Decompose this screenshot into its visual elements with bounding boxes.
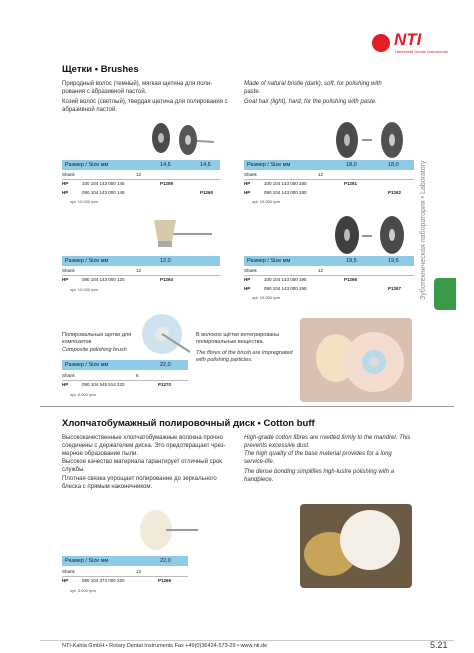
rpm-note: opt. 10.000 rpm — [70, 199, 99, 204]
part-number: P1260 — [200, 190, 214, 195]
shank-row-cotton — [62, 569, 188, 575]
cotton-ru-3: Плотная связка упрощает полирование до зеркального блеска с прямым наконечником. — [62, 476, 217, 490]
article-code: 090 104 143 000 120 — [82, 277, 125, 282]
shank-label: Shank — [244, 268, 257, 273]
table-row — [62, 190, 220, 196]
composite-label-en: Composite polishing brush — [62, 347, 127, 353]
shank-label: Shank — [62, 268, 75, 273]
hp-label: HP — [62, 190, 69, 195]
brushes-en-desc-2: Goat hair (light), hard, for the polishing with paste. — [244, 99, 377, 105]
shank-label: Shank — [244, 172, 257, 177]
hp-label: HP — [244, 190, 251, 195]
shank-code: 12 — [318, 172, 324, 177]
brush-image-4 — [332, 214, 412, 256]
logo-mark-icon — [372, 34, 390, 52]
divider — [244, 275, 414, 276]
brushes-ru-desc-2: Козий волос (светлый), твердая щетина для полирования с абразивной пастой. — [62, 99, 228, 113]
size-value-b: 18,0 — [388, 162, 399, 168]
brush-image-3 — [150, 214, 212, 254]
size-label: Размер / Size мм — [65, 362, 109, 368]
dark-brush-icon — [332, 120, 412, 160]
shank-row-2 — [244, 172, 414, 178]
composite-photo — [300, 318, 412, 402]
cotton-ru-1: Высококачественные хлопчатобумажные волокна прочно соединены с держателем диска. Это предотвращает чрез-мерное образование пыли. — [62, 435, 226, 457]
shank-label: Shank — [62, 373, 75, 378]
cotton-en-2: The high quality of the base material provides for a long service-life. — [244, 451, 392, 465]
cotton-ru-2: Высокое качество материала гарантирует отличный срок службы. — [62, 459, 222, 473]
rpm-note: opt. 10.000 rpm — [252, 199, 281, 204]
brushes-title: Щетки • Brushes — [62, 64, 139, 75]
size-label: Размер / Size мм — [65, 162, 109, 168]
size-value-a: 19,5 — [346, 258, 357, 264]
divider — [62, 275, 220, 276]
size-label: Размер / Size мм — [65, 258, 109, 264]
size-bar-2 — [244, 160, 414, 170]
article-code: 090 104 143 000 180 — [264, 190, 307, 195]
part-number: P1267 — [388, 286, 402, 291]
size-value-b: 19,5 — [388, 258, 399, 264]
part-number: P1269 — [158, 578, 172, 583]
shank-code: 12 — [136, 268, 142, 273]
cotton-en-1: High-grade cotton fibres are rivetted firmly to the mandrel. This prevents excessive dust. — [244, 435, 411, 449]
size-bar-composite — [62, 360, 188, 370]
shank-row-4 — [244, 268, 414, 274]
divider — [62, 576, 188, 577]
brushes-ru-desc-1: Природный волос (темный), мягкая щетина для поли-рования с абразивной пастой. — [62, 81, 213, 95]
shank-row-1 — [62, 172, 220, 178]
article-code: 090 104 143 000 145 — [82, 190, 125, 195]
divider — [244, 179, 414, 180]
table-row — [62, 382, 188, 388]
shank-row-3 — [62, 268, 220, 274]
logo-text: NTI — [394, 30, 422, 49]
footer-text: NTI-Kahla GmbH • Rotary Dental Instruments Fax +49(0)36424-573-29 • www.nti.de — [62, 643, 268, 649]
shank-code: 12 — [136, 569, 142, 574]
footer-divider — [40, 640, 454, 641]
hp-label: HP — [62, 578, 69, 583]
size-bar-3 — [62, 256, 220, 266]
brush-image-1 — [148, 120, 214, 158]
size-value: 22,0 — [160, 558, 171, 564]
size-value-a: 12,0 — [160, 258, 171, 264]
divider — [62, 380, 188, 381]
size-label: Размер / Size мм — [65, 558, 109, 564]
brush-image-2 — [332, 120, 412, 160]
shank-label: Shank — [62, 172, 75, 177]
cotton-photo — [300, 504, 412, 588]
table-row — [244, 277, 414, 283]
article-code: 100 104 143 000 145 — [82, 181, 125, 186]
hp-label: HP — [62, 382, 69, 387]
composite-brush-icon — [140, 312, 190, 358]
side-tab — [434, 278, 456, 310]
size-bar-1 — [62, 160, 220, 170]
table-row — [62, 181, 220, 187]
logo-subtitle: Hartmetall Dental Instruments — [395, 49, 448, 54]
shank-label: Shank — [62, 569, 75, 574]
size-label: Размер / Size мм — [247, 162, 291, 168]
brushes-en-desc-1: Made of natural bristle (dark), soft, for polishing with paste. — [244, 81, 382, 95]
shank-code: 6 — [136, 373, 139, 378]
hp-label: HP — [62, 277, 69, 282]
size-value-a: 18,0 — [346, 162, 357, 168]
part-number: P1264 — [160, 277, 174, 282]
part-number: P1270 — [158, 382, 172, 387]
size-value-a: 14,5 — [160, 162, 171, 168]
size-bar-cotton — [62, 556, 188, 566]
cotton-title: Хлопчатобумажный полировочный диск • Cotton buff — [62, 418, 315, 429]
hp-label: HP — [62, 181, 69, 186]
rpm-note: opt. 3.000 rpm — [70, 588, 96, 593]
hp-label: HP — [244, 286, 251, 291]
part-number: P1259 — [160, 181, 174, 186]
cotton-buff-image — [136, 508, 198, 552]
composite-note-ru: В волокно щётки интегрированы полировальные вещества. — [196, 332, 280, 345]
divider — [62, 179, 220, 180]
nti-logo — [372, 30, 458, 60]
cotton-in-use-icon — [300, 504, 412, 588]
dark-brush-icon — [332, 214, 412, 256]
shank-code: 12 — [136, 172, 142, 177]
article-code: 090 104 373 000 220 — [82, 578, 125, 583]
part-number: P1261 — [344, 181, 358, 186]
table-row — [244, 286, 414, 292]
part-number: P1266 — [344, 277, 358, 282]
cup-brush-icon — [150, 214, 212, 254]
composite-in-use-icon — [300, 318, 412, 402]
size-value-b: 14,5 — [200, 162, 211, 168]
hp-label: HP — [244, 277, 251, 282]
dark-brush-icon — [148, 120, 214, 158]
article-code: 090 104 545 514 220 — [82, 382, 125, 387]
page-number: 5.21 — [430, 640, 448, 650]
article-code: 100 104 143 000 180 — [264, 181, 307, 186]
composite-brush-image — [140, 312, 190, 358]
size-value: 22,0 — [160, 362, 171, 368]
article-code: 100 104 143 000 195 — [264, 277, 307, 282]
rpm-note: opt. 10.000 rpm — [70, 287, 99, 292]
table-row — [62, 277, 220, 283]
table-row — [244, 181, 414, 187]
size-bar-4 — [244, 256, 414, 266]
hp-label: HP — [244, 181, 251, 186]
side-label-wrap — [420, 70, 434, 300]
part-number: P1262 — [388, 190, 402, 195]
composite-label-ru: Полировальные щетки для композитов — [62, 332, 132, 345]
cotton-buff-icon — [136, 508, 198, 552]
article-code: 090 104 143 000 195 — [264, 286, 307, 291]
table-row — [62, 578, 188, 584]
composite-note-en: The fibres of the brush are impregnated with polishing particles. — [196, 350, 293, 363]
size-label: Размер / Size мм — [247, 258, 291, 264]
shank-code: 12 — [318, 268, 324, 273]
rpm-note: opt. 10.000 rpm — [252, 295, 281, 300]
cotton-en-3: The dense bonding simplifies high-lustre polishing with a handpiece. — [244, 469, 395, 483]
side-label: Зуботехническая лаборатория • Laboratory — [420, 160, 427, 300]
rpm-note: opt. 6.000 rpm — [70, 392, 96, 397]
table-row — [244, 190, 414, 196]
shank-row-composite — [62, 373, 188, 379]
section-divider — [40, 406, 454, 407]
